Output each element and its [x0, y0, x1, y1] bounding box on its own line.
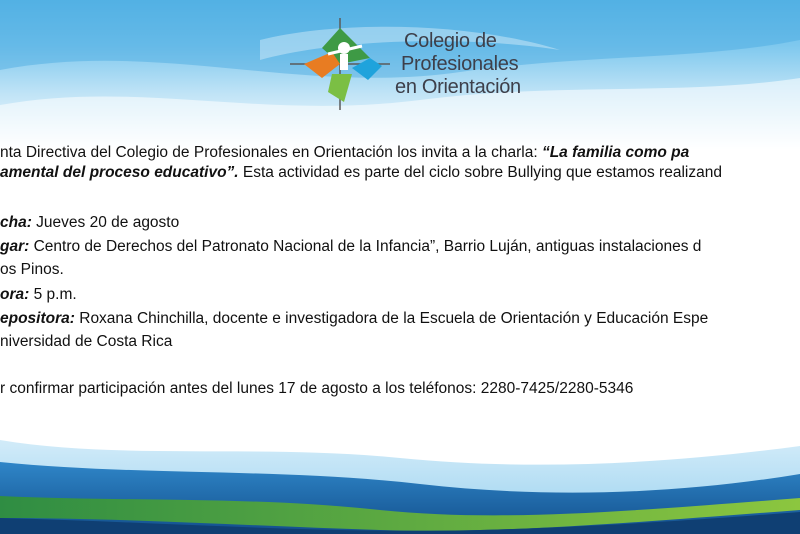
fecha-row	[0, 213, 179, 232]
expositora-value: Roxana Chinchilla, docente e investigadora de la Escuela de Orientación y Educación Espe	[74, 310, 709, 327]
intro-text-2: Esta actividad es parte del ciclo sobre Bullying que estamos realizand	[238, 164, 722, 181]
fecha-value: Jueves 20 de agosto	[31, 214, 180, 231]
charla-title-part-1: “La familia como pa	[541, 144, 690, 161]
fecha-label: cha:	[0, 214, 32, 231]
hora-label: ora:	[0, 286, 30, 303]
logo-line-2: Profesionales	[401, 53, 519, 75]
lugar-continuation: os Pinos.	[0, 261, 64, 278]
expositora-label: epositora:	[0, 310, 75, 327]
charla-title-part-2: amental del proceso educativo”.	[0, 164, 239, 181]
logo-line-1: Colegio de	[404, 30, 497, 52]
intro-text: nta Directiva del Colegio de Profesionales en Orientación los invita a la charla:	[0, 144, 542, 161]
confirmation-line: r confirmar participación antes del lunes 17 de agosto a los teléfonos: 2280-7425/2280-5346	[0, 380, 634, 397]
footer-waves	[0, 400, 800, 534]
lugar-value: Centro de Derechos del Patronato Nacional de la Infancia”, Barrio Luján, antiguas instalaciones d	[29, 238, 702, 255]
lugar-label: gar:	[0, 238, 30, 255]
hora-value: 5 p.m.	[29, 286, 77, 303]
expositora-row	[0, 309, 708, 328]
logo-line-3: en Orientación	[395, 76, 521, 98]
intro-line-1	[0, 143, 689, 162]
intro-line-2	[0, 163, 722, 182]
lugar-row	[0, 237, 701, 256]
hora-row	[0, 285, 77, 304]
expositora-continuation: niversidad de Costa Rica	[0, 333, 173, 350]
